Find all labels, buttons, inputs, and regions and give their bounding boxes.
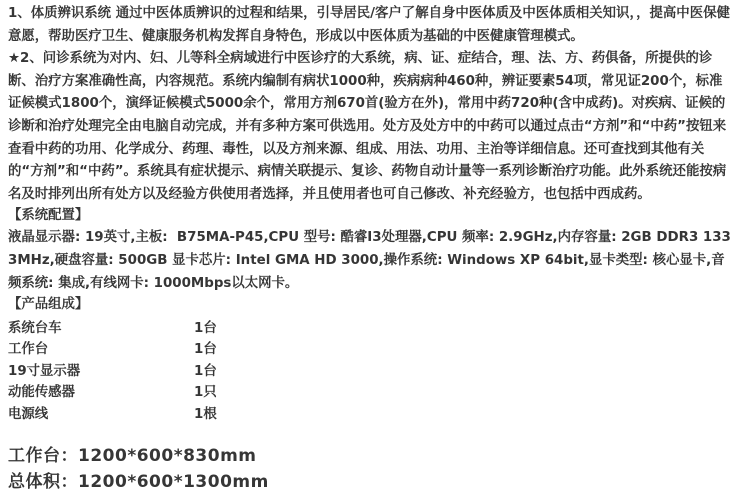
component-quantity: 1只 <box>194 385 217 401</box>
section-heading-system-config: 【系统配置】 <box>8 208 89 224</box>
paragraph-consultation-system: ★2、问诊系统为对内、妇、儿等科全病域进行中医诊疗的大系统，病、证、症结合，理、法、方、药俱备，所提供的诊断、治疗方案准确性高，内容规范。系统内编制有病状1000种，疾病病种460种，辨证要素54项，常见证200个，标准证候模式1800个，演绎证候模式5000余个，常用方剂670首(验方在外)，常用中药720种(含中成药)。对疾病、证候的诊断和治疗处理完全由电脑自动完成，并有多种方案可供选用。处方及处方中的中药可以通过点击“方剂”和“中药”按钮来查看中药的功用、化学成分、药理、毒性，以及方剂来源、组成、用法、功用、主治等详细信息。还可查找到其他有关的“方剂”和“中药”。系统具有症状提示、病情关联提示、复诊、药物自动计量等一系列诊断治疗功能。此外系统还能按病名及时排列出所有处方以及经验方供使用者选择，并且使用者也可自己修改、补充经验方，也包括中西成药。 <box>8 51 727 202</box>
worktable-dimensions: 工作台：1200*600*830mm <box>8 445 257 466</box>
section-heading-product-components: 【产品组成】 <box>8 297 89 313</box>
component-name: 系统台车 <box>8 320 62 336</box>
paragraph-constitution-identification-system: 1、体质辨识系统 通过中医体质辨识的过程和结果，引导居民/客户了解自身中医体质及中医体质相关知识，，提高中医保健意愿，帮助医疗卫生、健康服务机构发挥自身特色，形成以中医体质为基础的中医健康管理模式。 <box>8 6 730 44</box>
dimensions-block <box>8 443 735 493</box>
component-quantity: 1台 <box>194 342 217 358</box>
component-quantity: 1台 <box>194 363 217 379</box>
table-row <box>8 315 735 337</box>
component-name: 19寸显示器 <box>8 363 81 379</box>
product-components-table <box>8 315 735 423</box>
table-row <box>8 358 735 380</box>
component-quantity: 1台 <box>194 320 217 336</box>
table-row <box>8 380 735 402</box>
paragraph-system-config-specs: 液晶显示器: 19英寸,主板: B75MA-P45,CPU 型号: 酷睿I3处理器,CPU 频率: 2.9GHz,内存容量: 2GB DDR3 1333MHz,硬盘容量: 500GB 显卡芯片: Intel GMA HD 3000,操作系统: Windows XP 64bit,显卡类型: 核心显卡,音频系统: 集成,有线网卡: 1000Mbps以太网卡。 <box>8 230 731 292</box>
component-quantity: 1根 <box>194 406 217 422</box>
component-name: 动能传感器 <box>8 385 75 401</box>
table-row <box>8 401 735 423</box>
component-name: 工作台 <box>8 342 49 358</box>
component-name: 电源线 <box>8 406 49 422</box>
table-row <box>8 337 735 359</box>
total-volume-dimensions: 总体积：1200*600*1300mm <box>8 471 269 492</box>
